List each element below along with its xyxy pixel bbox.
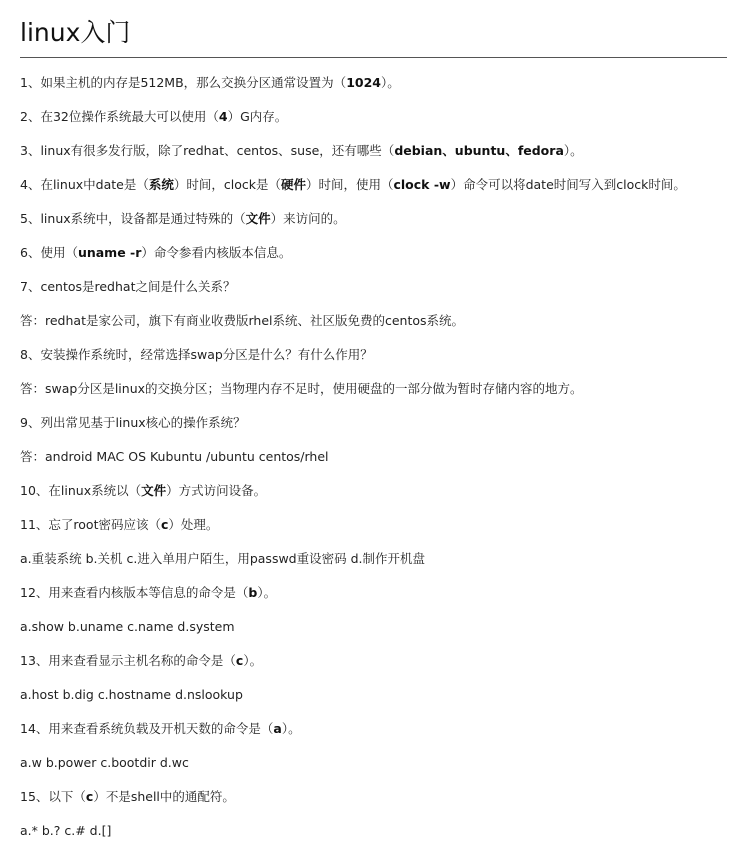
paragraph-line <box>20 787 740 821</box>
answer-text: 系统 <box>148 177 174 192</box>
line-text: ）。 <box>243 653 263 668</box>
line-text: ）。 <box>563 143 583 158</box>
paragraph-line <box>20 175 740 209</box>
answer-text: debian、ubuntu、fedora <box>394 143 564 158</box>
paragraph-line <box>20 277 740 311</box>
answer-text: 文件 <box>245 211 271 226</box>
paragraph-line <box>20 345 740 379</box>
line-text: 答：android MAC OS Kubuntu /ubuntu centos/rhel <box>20 449 329 464</box>
line-text: ）来访问的。 <box>270 211 346 226</box>
line-text: 13、用来查看显示主机名称的命令是（ <box>20 653 236 668</box>
line-text: a.* b.? c.# d.[] <box>20 823 112 838</box>
line-text: 答：swap分区是linux的交换分区；当物理内存不足时，使用硬盘的一部分做为暂时存储内容的地方。 <box>20 381 583 396</box>
paragraph-line <box>20 617 740 651</box>
line-text: 4、在linux中date是（ <box>20 177 149 192</box>
paragraph-line <box>20 651 740 685</box>
paragraph-line <box>20 515 740 549</box>
line-text: ）时间，使用（ <box>305 177 394 192</box>
answer-text: b <box>248 585 258 600</box>
line-text: 5、linux系统中，设备都是通过特殊的（ <box>20 211 246 226</box>
paragraph-line <box>20 107 740 141</box>
answer-text: c <box>85 789 94 804</box>
paragraph-line <box>20 209 740 243</box>
line-text: ）处理。 <box>168 517 219 532</box>
paragraph-line <box>20 141 740 175</box>
answer-text: c <box>235 653 244 668</box>
answer-text: a <box>273 721 282 736</box>
paragraph-line <box>20 685 740 719</box>
paragraph-line <box>20 753 740 787</box>
line-text: 14、用来查看系统负载及开机天数的命令是（ <box>20 721 274 736</box>
line-text: 15、以下（ <box>20 789 86 804</box>
line-text: 3、linux有很多发行版，除了redhat、centos、suse，还有哪些（ <box>20 143 395 158</box>
paragraph-line <box>20 447 740 481</box>
answer-text: 硬件 <box>280 177 306 192</box>
line-text: 8、安装操作系统时，经常选择swap分区是什么？有什么作用？ <box>20 347 373 362</box>
line-text: a.show b.uname c.name d.system <box>20 619 235 634</box>
line-text: a.重装系统 b.关机 c.进入单用户陌生，用passwd重设密码 d.制作开机盘 <box>20 551 425 566</box>
title-divider <box>20 57 727 58</box>
paragraph-line <box>20 243 740 277</box>
line-text: 9、列出常见基于linux核心的操作系统？ <box>20 415 246 430</box>
line-text: ）方式访问设备。 <box>166 483 267 498</box>
answer-text: clock -w <box>393 177 451 192</box>
paragraph-line <box>20 379 740 413</box>
paragraph-line <box>20 719 740 753</box>
line-text: 6、使用（ <box>20 245 78 260</box>
paragraph-line <box>20 413 740 447</box>
line-text: 11、忘了root密码应该（ <box>20 517 161 532</box>
line-text: ）不是shell中的通配符。 <box>93 789 235 804</box>
line-text: 12、用来查看内核版本等信息的命令是（ <box>20 585 249 600</box>
line-text: a.w b.power c.bootdir d.wc <box>20 755 189 770</box>
line-text: 7、centos是redhat之间是什么关系？ <box>20 279 236 294</box>
line-text: ）命令参看内核版本信息。 <box>141 245 292 260</box>
paragraph-line <box>20 549 740 583</box>
line-text: 答：redhat是家公司，旗下有商业收费版rhel系统、社区版免费的centos系统。 <box>20 313 465 328</box>
line-text: ）。 <box>380 75 400 90</box>
paragraph-line <box>20 73 740 107</box>
page-title: linux入门 <box>20 18 131 47</box>
answer-text: 4 <box>218 109 228 124</box>
line-text: ）时间，clock是（ <box>173 177 281 192</box>
line-text: ）G内存。 <box>227 109 288 124</box>
paragraph-line <box>20 481 740 515</box>
answer-text: c <box>160 517 169 532</box>
paragraph-line <box>20 311 740 345</box>
answer-text: 文件 <box>141 483 167 498</box>
line-text: a.host b.dig c.hostname d.nslookup <box>20 687 243 702</box>
answer-text: 1024 <box>346 75 381 90</box>
line-text: 10、在linux系统以（ <box>20 483 142 498</box>
answer-text: uname -r <box>77 245 142 260</box>
line-text: 2、在32位操作系统最大可以使用（ <box>20 109 219 124</box>
article-body <box>20 73 740 855</box>
line-text: ）命令可以将date时间写入到clock时间。 <box>450 177 686 192</box>
line-text: ）。 <box>257 585 277 600</box>
line-text: ）。 <box>281 721 301 736</box>
paragraph-line <box>20 583 740 617</box>
line-text: 1、如果主机的内存是512MB，那么交换分区通常设置为（ <box>20 75 347 90</box>
